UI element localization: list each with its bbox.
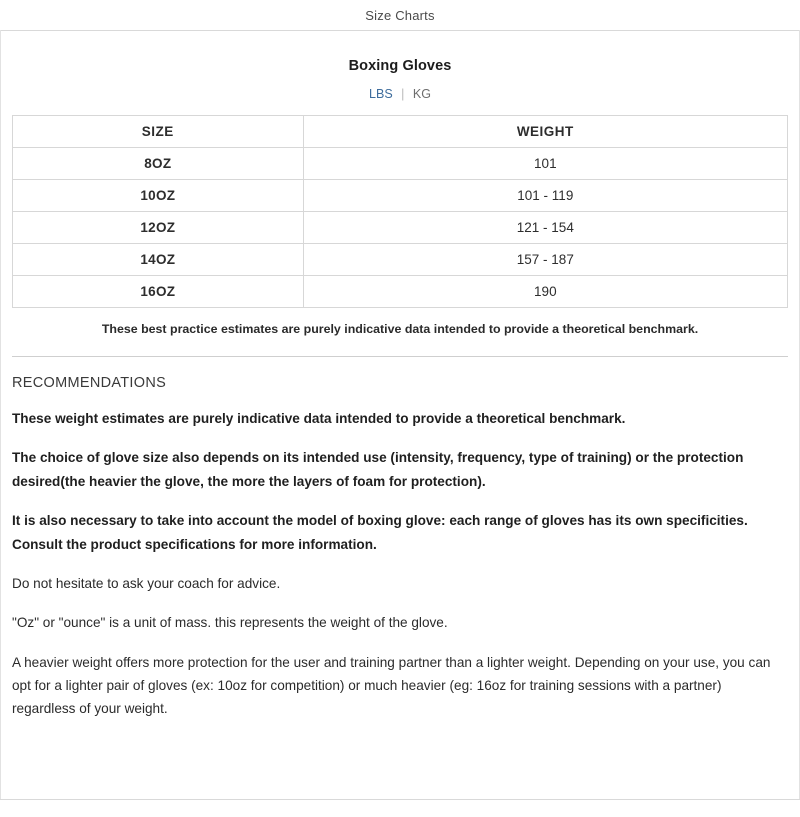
recommendation-paragraph: It is also necessary to take into account the model of boxing glove: each range of gloves has its own specificities. Consult the product specifications for more information. [12, 513, 748, 552]
recommendation-paragraph: Do not hesitate to ask your coach for advice. [12, 575, 281, 591]
table-header-row [13, 116, 788, 148]
table-disclaimer: These best practice estimates are purely indicative data intended to provide a theoretical benchmark. [101, 322, 699, 336]
unit-separator: | [401, 87, 405, 101]
recommendation-paragraph: "Oz" or "ounce" is a unit of mass. this represents the weight of the glove. [12, 615, 448, 631]
cell-weight: 121 - 154 [303, 212, 787, 244]
page-title: Size Charts [365, 7, 435, 23]
table-row [13, 276, 788, 308]
cell-weight: 101 - 119 [303, 180, 787, 212]
recommendation-paragraph: The choice of glove size also depends on its intended use (intensity, frequency, type of training) or the protection desired(the heavier the glove, the more the layers of foam for protection). [12, 450, 744, 489]
cell-size: 8OZ [13, 148, 304, 180]
size-chart-table [12, 115, 788, 308]
cell-size: 16OZ [13, 276, 304, 308]
cell-size: 12OZ [13, 212, 304, 244]
recommendations-heading: RECOMMENDATIONS [12, 375, 167, 391]
chart-title: Boxing Gloves [348, 58, 452, 74]
table-row [13, 148, 788, 180]
table-row [13, 180, 788, 212]
cell-weight: 157 - 187 [303, 244, 787, 276]
unit-toggle[interactable] [12, 87, 788, 101]
table-row [13, 244, 788, 276]
table-row [13, 212, 788, 244]
unit-kg-option[interactable]: KG [412, 87, 431, 101]
cell-weight: 101 [303, 148, 787, 180]
left-border [0, 30, 1, 800]
window-header [0, 0, 800, 31]
cell-weight: 190 [303, 276, 787, 308]
cell-size: 10OZ [13, 180, 304, 212]
column-header-weight: WEIGHT [303, 116, 787, 148]
footer-divider [0, 799, 800, 800]
section-divider [12, 356, 788, 357]
cell-size: 14OZ [13, 244, 304, 276]
unit-lbs-option[interactable]: LBS [369, 87, 393, 101]
main-content [0, 58, 800, 721]
column-header-size: SIZE [13, 116, 304, 148]
recommendation-paragraph: A heavier weight offers more protection for the user and training partner than a lighter weight. Depending on your use, you can opt for a lighter pair of gloves (ex: 10oz for competition) or much heavier (eg: 16oz for training sessions with a partner) regardless of your weight. [12, 654, 771, 717]
recommendation-paragraph: These weight estimates are purely indicative data intended to provide a theoretical benchmark. [12, 411, 626, 426]
